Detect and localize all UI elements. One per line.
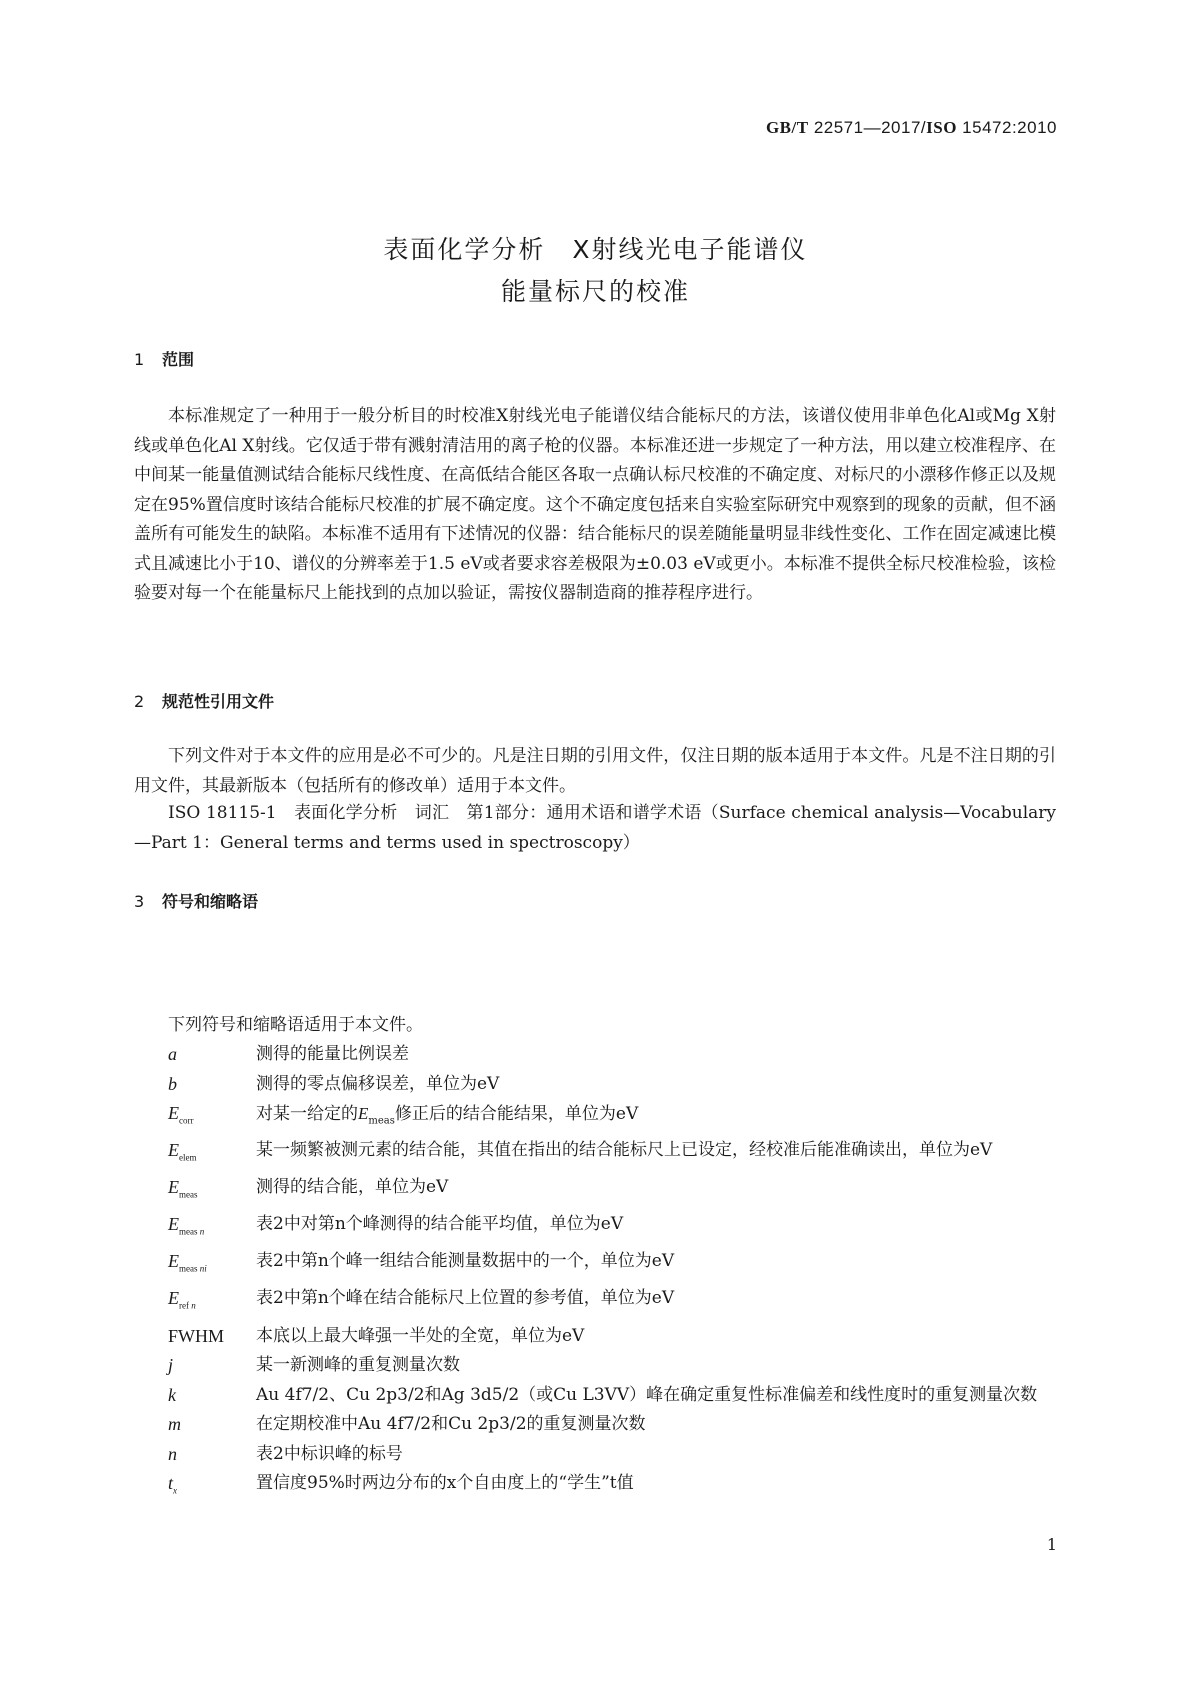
- symbol-row-e-corr: $E_{corr}$ 对某一给定的$E_{meas}$修正后的结合能结果，单位为eV: [168, 1103, 639, 1127]
- page-number: 1: [1046, 1535, 1057, 1554]
- symbol-row-b: b 测得的零点偏移误差，单位为eV: [168, 1073, 500, 1094]
- normative-references-paragraph: 下列文件对于本文件的应用是必不可少的。凡是注日期的引用文件，仅注日期的版本适用于本文件。凡是不注日期的引用文件，其最新版本（包括所有的修改单）适用于本文件。: [134, 746, 1056, 796]
- symbol-row-e-meas-ni: $E_{meas ni}$ 表2中第n个峰一组结合能测量数据中的一个，单位为eV: [168, 1251, 675, 1274]
- document-title-line1: 表面化学分析 X射线光电子能谱仪: [383, 235, 808, 264]
- section-heading-scope: 1 范围: [134, 350, 195, 369]
- symbol-row-a: a 测得的能量比例误差: [168, 1044, 409, 1064]
- symbol-row-e-meas-n: $E_{meas n}$ 表2中对第n个峰测得的结合能平均值，单位为eV: [168, 1214, 624, 1237]
- symbols-intro: 下列符号和缩略语适用于本文件。: [168, 1015, 423, 1035]
- symbol-row-j: j 某一新测峰的重复测量次数: [168, 1355, 460, 1376]
- symbol-row-e-ref-n: $E_{ref n}$ 表2中第n个峰在结合能标尺上位置的参考值，单位为eV: [168, 1288, 675, 1312]
- symbol-row-k: k Au 4f7/2、Cu 2p3/2和Ag 3d5/2（或Cu L3VV）峰在确定重复性标准偏差和线性度时的重复测量次数: [168, 1384, 1038, 1405]
- standard-number-header: GB/T 22571—2017/ISO 15472:2010: [765, 118, 1057, 137]
- section-heading-symbols: 3 符号和缩略语: [134, 892, 259, 911]
- reference-iso-18115-1: ISO 18115-1 表面化学分析 词汇 第1部分：通用术语和谱学术语（Surface chemical analysis—Vocabulary—Part 1：General terms and terms used in spectroscopy）: [134, 803, 1056, 853]
- section-heading-normative-references: 2 规范性引用文件: [134, 692, 275, 711]
- symbol-row-fwhm: FWHM 本底以上最大峰强一半处的全宽，单位为eV: [168, 1325, 585, 1346]
- scope-paragraph: 本标准规定了一种用于一般分析目的时校准X射线光电子能谱仪结合能标尺的方法，该谱仪使用非单色化Al或Mg X射线或单色化Al X射线。它仅适于带有溅射清洁用的离子枪的仪器。本标准还进一步规定了一种方法，用以建立校准程序、在中间某一能量值测试结合能标尺线性度、在高低结合能区各取一点确认标尺校准的不确定度、对标尺的小漂移作修正以及规定在95%置信度时该结合能标尺校准的扩展不确定度。这个不确定度包括来自实验室际研究中观察到的现象的贡献，但不涵盖所有可能发生的缺陷。本标准不适用有下述情况的仪器：结合能标尺的误差随能量明显非线性变化、工作在固定减速比模式且减速比小于10、谱仪的分辨率差于1.5 eV或者要求容差极限为±0.03 eV或更小。本标准不提供全标尺校准检验，该检验要对每一个在能量标尺上能找到的点加以验证，需按仪器制造商的推荐程序进行。: [134, 406, 1056, 603]
- symbol-row-n: n 表2中标识峰的标号: [168, 1443, 403, 1464]
- symbols-list: [168, 1040, 1056, 1506]
- symbol-row-e-meas: $E_{meas}$ 测得的结合能，单位为eV: [168, 1177, 449, 1200]
- symbol-row-t-x: $t_x$ 置信度95%时两边分布的x个自由度上的“学生”t值: [168, 1473, 634, 1496]
- document-title-line2: 能量标尺的校准: [500, 277, 690, 306]
- symbol-row-e-elem: $E_{elem}$ 某一频繁被测元素的结合能，其值在指出的结合能标尺上已设定，经校准后能准确读出，单位为eV: [168, 1140, 993, 1163]
- symbol-row-m: m 在定期校准中Au 4f7/2和Cu 2p3/2的重复测量次数: [168, 1414, 646, 1435]
